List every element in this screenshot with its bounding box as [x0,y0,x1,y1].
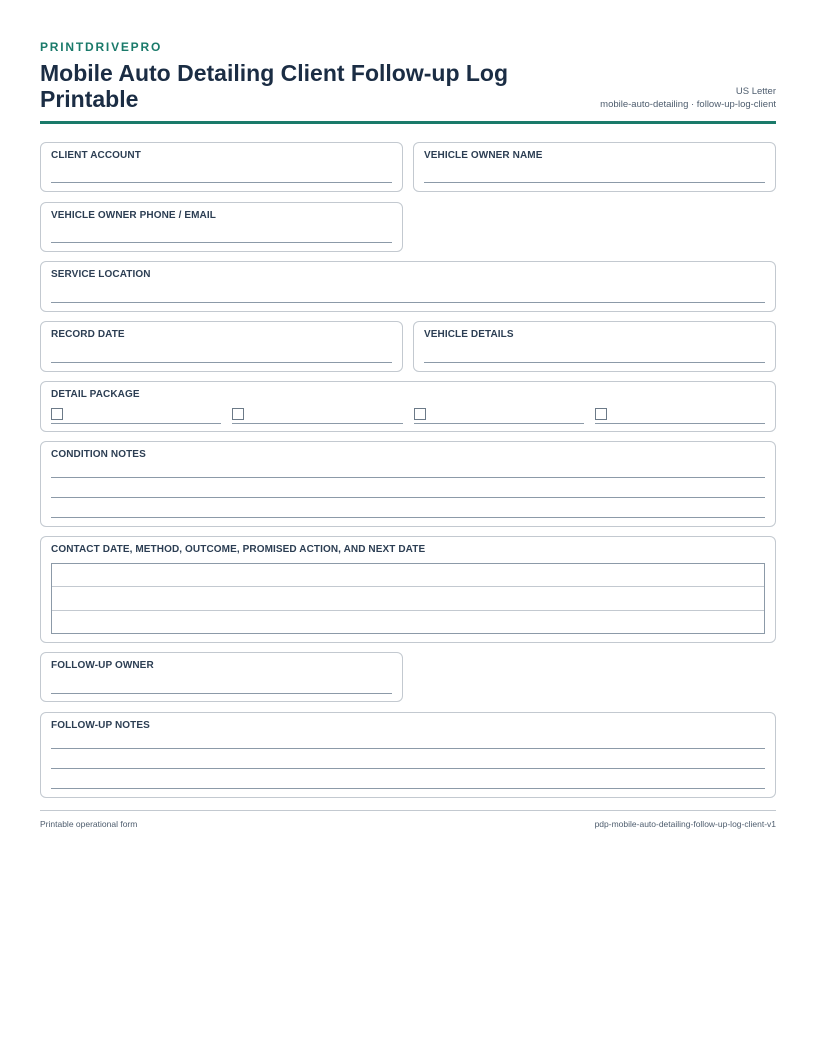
brand-name: PRINTDRIVEPRO [40,40,163,54]
service-location-field[interactable] [40,261,776,312]
document-slug: mobile-auto-detailing · follow-up-log-client [600,99,776,110]
vehicle-owner-contact-write-line[interactable] [51,242,392,243]
contact-log-label: CONTACT DATE, METHOD, OUTCOME, PROMISED ACTION, AND NEXT DATE [51,544,426,555]
follow-up-notes-line[interactable] [51,788,765,789]
condition-notes-field[interactable] [40,441,776,527]
service-location-label: SERVICE LOCATION [51,269,151,280]
detail-package-options [51,406,765,424]
paper-size: US Letter [735,86,776,97]
table-row[interactable] [52,611,764,634]
service-location-write-line[interactable] [51,302,765,303]
vehicle-owner-name-write-line[interactable] [424,182,765,183]
vehicle-owner-contact-label: VEHICLE OWNER PHONE / EMAIL [51,210,216,221]
follow-up-notes-line[interactable] [51,748,765,749]
record-date-label: RECORD DATE [51,329,125,340]
follow-up-notes-label: FOLLOW-UP NOTES [51,720,150,731]
table-row[interactable] [52,587,764,610]
follow-up-notes-line[interactable] [51,768,765,769]
vehicle-owner-name-label: VEHICLE OWNER NAME [424,150,543,161]
record-date-write-line[interactable] [51,362,392,363]
follow-up-owner-write-line[interactable] [51,693,392,694]
checkbox[interactable] [595,408,607,420]
follow-up-owner-field[interactable] [40,652,403,702]
vehicle-details-field[interactable] [413,321,776,372]
vehicle-details-write-line[interactable] [424,362,765,363]
condition-notes-line[interactable] [51,497,765,498]
vehicle-details-label: VEHICLE DETAILS [424,329,514,340]
detail-package-label: DETAIL PACKAGE [51,389,140,400]
client-account-write-line[interactable] [51,182,392,183]
detail-package-option[interactable] [232,406,402,424]
detail-package-field [40,381,776,432]
condition-notes-line[interactable] [51,517,765,518]
contact-log-field [40,536,776,643]
vehicle-owner-name-field[interactable] [413,142,776,192]
follow-up-notes-field[interactable] [40,712,776,798]
table-row[interactable] [52,564,764,587]
contact-log-table [51,563,765,634]
page-title: Mobile Auto Detailing Client Follow-up Log Printable [40,60,509,112]
detail-package-option[interactable] [595,406,765,424]
detail-package-option[interactable] [414,406,584,424]
footer-form-id: pdp-mobile-auto-detailing-follow-up-log-client-v1 [594,819,776,829]
footer-rule [40,810,776,811]
footer-left-text: Printable operational form [40,819,138,829]
client-account-label: CLIENT ACCOUNT [51,150,141,161]
checkbox[interactable] [414,408,426,420]
follow-up-owner-label: FOLLOW-UP OWNER [51,660,154,671]
detail-package-option[interactable] [51,406,221,424]
header-rule [40,121,776,124]
condition-notes-label: CONDITION NOTES [51,449,146,460]
condition-notes-line[interactable] [51,477,765,478]
document-meta [600,85,776,111]
record-date-field[interactable] [40,321,403,372]
checkbox[interactable] [51,408,63,420]
vehicle-owner-contact-field[interactable] [40,202,403,252]
client-account-field[interactable] [40,142,403,192]
checkbox[interactable] [232,408,244,420]
